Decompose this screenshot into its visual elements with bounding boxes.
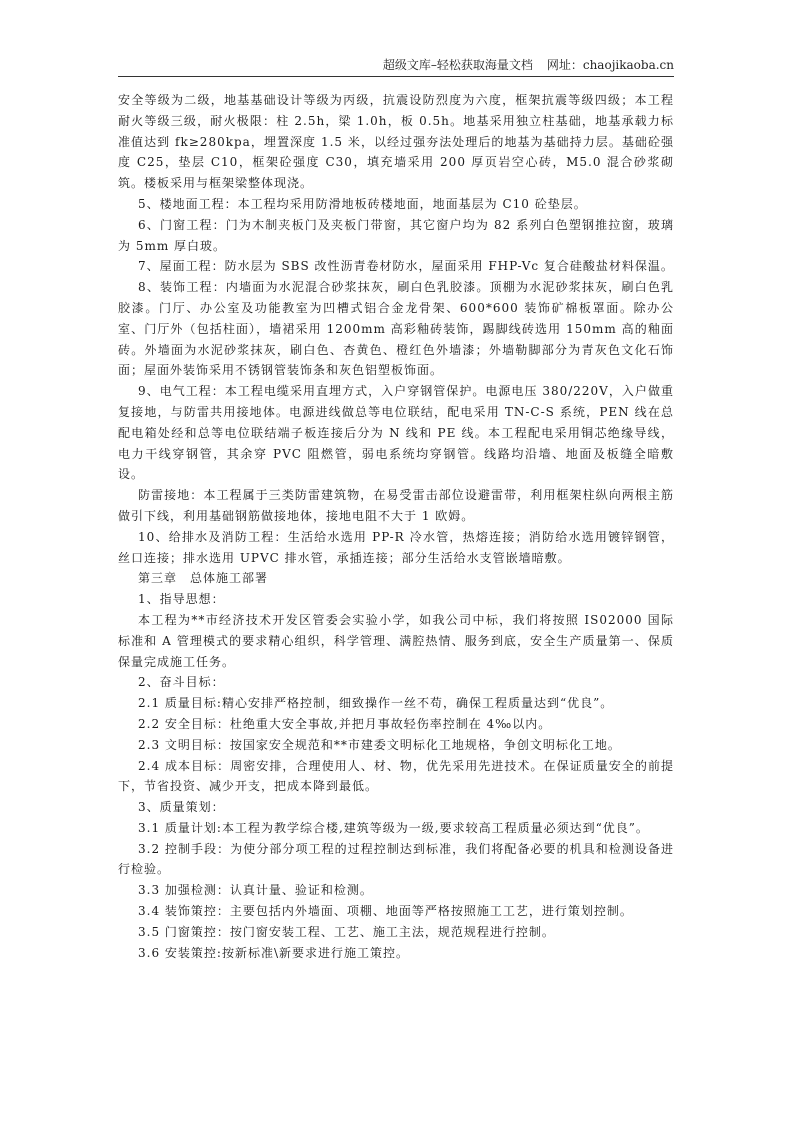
paragraph-door-window-control: 3.5 门窗策控：按门窗安装工程、工艺、施工主法，规范规程进行控制。 — [138, 924, 555, 939]
site-name: 超级文库–轻松获取海量文档 — [382, 58, 533, 72]
site-url: 网址：chaojikaoba.cn — [546, 58, 674, 72]
paragraph-cost-goal: 2.4 成本目标：周密安排，合理使用人、材、物，优先采用先进技术。在保证质量安全的前提下，节省投资、减少开支，把成本降到最低。 — [118, 758, 674, 794]
section-heading-goals: 2、奋斗目标： — [138, 675, 225, 690]
paragraph-quality-plan: 3.1 质量计划:本工程为教学综合楼,建筑等级为一级,要求较高工程质量必须达到“优良”。 — [138, 820, 649, 835]
paragraph-civility-goal: 2.3 文明目标：按国家安全规范和**市建委文明标化工地规格，争创文明标化工地。 — [138, 737, 621, 752]
section-heading-quality-planning: 3、质量策划： — [138, 800, 225, 815]
paragraph-decoration-works: 8、装饰工程：内墙面为水泥混合砂浆抹灰，刷白色乳胶漆。顶棚为水泥砂浆抹灰，刷白色乳胶漆。门厅、办公室及功能教室为凹槽式铝合金龙骨架、600*600 装饰矿棉板罩面。除办公室、门厅外（包括柱面），墙裙采用 1200mm 高彩釉砖装饰，踢脚线砖选用 150mm 高的釉面砖。外墙面为水泥砂浆抹灰，刷白色、杏黄色、橙红色外墙漆；外墙勒脚部分为青灰色文化石饰面；屋面外装饰采用不锈钢管装饰条和灰色铝塑板饰面。 — [118, 280, 674, 378]
paragraph-floor-works: 5、楼地面工程：本工程均采用防滑地板砖楼地面，地面基层为 C10 砼垫层。 — [138, 196, 587, 211]
paragraph-inspection: 3.3 加强检测：认真计量、验证和检测。 — [138, 883, 373, 898]
paragraph-electrical-works: 9、电气工程：本工程电缆采用直埋方式，入户穿钢管保护。电源电压 380/220V，入户做重复接地，与防雷共用接地体。电源进线做总等电位联结，配电采用 TN-C-S 系统，PEN 线在总配电箱处经和总等电位联结端子板连接后分为 N 线和 PE 线。本工程配电采用铜芯绝缘导线，电力干线穿钢管，其余穿 PVC 阻燃管，弱电系统均穿钢管。线路均沿墙、地面及板缝全暗敷设。 — [118, 384, 674, 482]
section-heading-guiding-idea: 1、指导思想： — [138, 592, 225, 607]
document-body — [118, 90, 674, 963]
paragraph-decoration-control: 3.4 装饰策控：主要包括内外墙面、项棚、地面等严格按照施工工艺，进行策划控制。 — [138, 904, 633, 919]
paragraph-plumbing-fire: 10、给排水及消防工程：生活给水选用 PP-R 冷水管，热熔连接；消防给水选用镀锌钢管，丝口连接；排水选用 UPVC 排水管，承插连接；部分生活给水支管嵌墙暗敷。 — [118, 529, 674, 565]
page-header — [118, 56, 674, 77]
paragraph-control-means: 3.2 控制手段：为使分部分项工程的过程控制达到标准，我们将配备必要的机具和检测设备进行检验。 — [118, 841, 674, 877]
paragraph-roof-works: 7、屋面工程：防水层为 SBS 改性沥青卷材防水，屋面采用 FHP-Vc 复合硅酸盐材料保温。 — [138, 259, 674, 274]
paragraph-guiding-idea: 本工程为**市经济技术开发区管委会实验小学，如我公司中标，我们将按照 IS02000 国际标准和 A 管理模式的要求精心组织，科学管理、满腔热情、服务到底，安全生产质量第一、保质保量完成施工任务。 — [118, 612, 674, 669]
paragraph-safety-goal: 2.2 安全目标：杜绝重大安全事故,并把月事故轻伤率控制在 4‰以内。 — [138, 716, 552, 731]
paragraph-structure-summary: 安全等级为二级，地基基础设计等级为丙级，抗震设防烈度为六度，框架抗震等级四级；本工程耐火等级三级，耐火极限：柱 2.5h，梁 1.0h，板 0.5h。地基采用独立柱基础，地基承载力标准值达到 fk≥280kpa，埋置深度 1.5 米，以经过强夯法处理后的地基为基础持力层。基础砼强度 C25，垫层 C10，框架砼强度 C30，填充墙采用 200 厚页岩空心砖，M5.0 混合砂浆砌筑。楼板采用与框架梁整体现浇。 — [118, 93, 674, 191]
paragraph-installation-control: 3.6 安装策控:按新标准\新要求进行施工策控。 — [138, 945, 409, 960]
paragraph-quality-goal: 2.1 质量目标:精心安排严格控制，细致操作一丝不苟，确保工程质量达到“优良”。 — [138, 696, 614, 711]
paragraph-lightning-grounding: 防雷接地：本工程属于三类防雷建筑物，在易受雷击部位设避雷带，利用框架柱纵向两根主筋做引下线，利用基础钢筋做接地体，接地电阻不大于 1 欧姆。 — [118, 488, 674, 523]
chapter-heading: 第三章 总体施工部署 — [138, 571, 269, 586]
paragraph-doors-windows: 6、门窗工程：门为木制夹板门及夹板门带窗，其它窗户均为 82 系列白色塑钢推拉窗，玻璃为 5mm 厚白玻。 — [118, 217, 674, 253]
